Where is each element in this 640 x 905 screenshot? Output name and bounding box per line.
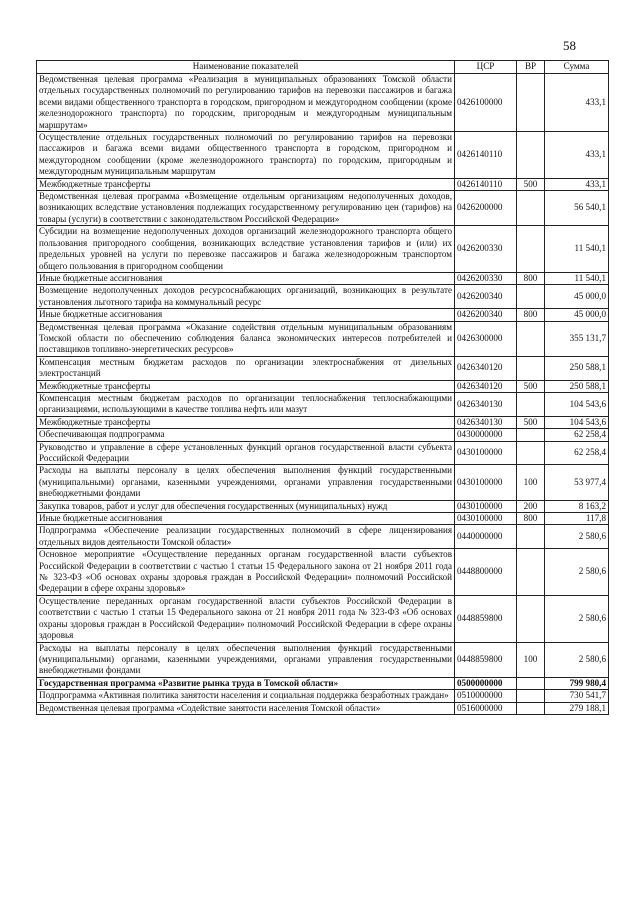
- row-name-cell: Субсидии на возмещение недополученных доходов организаций железнодорожного транспорта общего пользования пригородного сообщения, возникающих вследствие установления тарифов и (или) их предельных уровней на услуги по перевозке пассажиров и багажа железнодорожным транспортом общего пользования в пригородном сообщении: [37, 226, 455, 273]
- table-header-row: [37, 61, 609, 74]
- row-name-cell: Компенсация местным бюджетам расходов по организации электроснабжения от дизельных электростанций: [37, 356, 455, 380]
- row-name-cell: Возмещение недополученных доходов ресурсоснабжающих организаций, возникающих в результате установления льготного тарифа на коммунальный ресурс: [37, 285, 455, 309]
- table-row: [37, 74, 609, 132]
- row-csr-cell: 0426200330: [455, 272, 517, 284]
- row-vr-cell: [517, 549, 545, 596]
- row-vr-cell: 500: [517, 178, 545, 190]
- row-vr-cell: 100: [517, 465, 545, 500]
- row-csr-cell: 0426340120: [455, 380, 517, 392]
- table-row: [37, 380, 609, 392]
- row-csr-cell: 0426140110: [455, 132, 517, 179]
- row-name-cell: Иные бюджетные ассигнования: [37, 309, 455, 321]
- row-csr-cell: 0426340120: [455, 356, 517, 380]
- row-name-cell: Межбюджетные трансферты: [37, 178, 455, 190]
- row-csr-cell: 0426140110: [455, 178, 517, 190]
- table-row: [37, 549, 609, 596]
- table-row: [37, 226, 609, 273]
- row-sum-cell: 730 541,7: [545, 690, 609, 702]
- row-name-cell: Подпрограмма «Активная политика занятости населения и социальная поддержка безработных граждан»: [37, 690, 455, 702]
- table-row: [37, 642, 609, 677]
- table-row: [37, 465, 609, 500]
- row-name-cell: Ведомственная целевая программа «Возмещение отдельным организациям недополученных доходов, возникающих вследствие установления подлежащих государственному регулированию цен (тарифов) на товары (услуги) в соответствии с законодательством Российской Федерации»: [37, 191, 455, 226]
- row-name-cell: Межбюджетные трансферты: [37, 416, 455, 428]
- table-row: [37, 690, 609, 702]
- row-vr-cell: [517, 595, 545, 642]
- row-vr-cell: 100: [517, 642, 545, 677]
- page-number: 58: [563, 38, 576, 53]
- row-name-cell: Расходы на выплаты персоналу в целях обеспечения выполнения функций государственными (муниципальными) органами, казенными учреждениями, органами управления государственными внебюджетными фондами: [37, 642, 455, 677]
- row-sum-cell: 2 580,6: [545, 642, 609, 677]
- row-vr-cell: [517, 74, 545, 132]
- row-csr-cell: 0448800000: [455, 549, 517, 596]
- table-row: [37, 356, 609, 380]
- row-name-cell: Ведомственная целевая программа «Оказание содействия отдельным муниципальным образованиям Томской области по обеспечению соблюдения баланса экономических интересов потребителей и поставщиков топливно-энергетических ресурсов»: [37, 321, 455, 356]
- row-vr-cell: [517, 429, 545, 441]
- row-csr-cell: 0500000000: [455, 677, 517, 689]
- row-sum-cell: 117,8: [545, 513, 609, 525]
- row-csr-cell: 0440000000: [455, 525, 517, 549]
- row-csr-cell: 0426340130: [455, 416, 517, 428]
- row-csr-cell: 0426200330: [455, 226, 517, 273]
- row-csr-cell: 0426200340: [455, 285, 517, 309]
- row-sum-cell: 11 540,1: [545, 226, 609, 273]
- row-name-cell: Обеспечивающая подпрограмма: [37, 429, 455, 441]
- table-row: [37, 191, 609, 226]
- table-row: [37, 272, 609, 284]
- row-csr-cell: 0426100000: [455, 74, 517, 132]
- row-csr-cell: 0510000000: [455, 690, 517, 702]
- row-csr-cell: 0430000000: [455, 429, 517, 441]
- row-sum-cell: 250 588,1: [545, 380, 609, 392]
- table-row: [37, 392, 609, 416]
- row-csr-cell: 0448859800: [455, 642, 517, 677]
- row-name-cell: Ведомственная целевая программа «Реализация в муниципальных образованиях Томской области отдельных государственных полномочий по регулированию тарифов на перевозки пассажиров и багажа всеми видами общественного транспорта в городском, пригородном и междугородном сообщении (кроме железнодорожного транспорта) по городским, пригородным и междугородным муниципальным маршрутам»: [37, 74, 455, 132]
- row-sum-cell: 11 540,1: [545, 272, 609, 284]
- row-vr-cell: 800: [517, 272, 545, 284]
- table-row: [37, 178, 609, 190]
- row-name-cell: Ведомственная целевая программа «Содействие занятости населения Томской области»: [37, 702, 455, 714]
- row-csr-cell: 0430100000: [455, 465, 517, 500]
- row-vr-cell: [517, 525, 545, 549]
- row-csr-cell: 0426200000: [455, 191, 517, 226]
- row-sum-cell: 433,1: [545, 132, 609, 179]
- table-row: [37, 441, 609, 465]
- row-vr-cell: [517, 321, 545, 356]
- row-name-cell: Компенсация местным бюджетам расходов по организации теплоснабжения теплоснабжающими организациями, использующими в качестве топлива нефть или мазут: [37, 392, 455, 416]
- row-sum-cell: 104 543,6: [545, 392, 609, 416]
- row-name-cell: Государственная программа «Развитие рынка труда в Томской области»: [37, 677, 455, 689]
- row-csr-cell: 0516000000: [455, 702, 517, 714]
- row-csr-cell: 0426340130: [455, 392, 517, 416]
- row-sum-cell: 62 258,4: [545, 429, 609, 441]
- row-csr-cell: 0426300000: [455, 321, 517, 356]
- row-vr-cell: [517, 191, 545, 226]
- row-csr-cell: 0430100000: [455, 441, 517, 465]
- table-row: [37, 500, 609, 512]
- row-csr-cell: 0430100000: [455, 500, 517, 512]
- row-name-cell: Иные бюджетные ассигнования: [37, 272, 455, 284]
- row-sum-cell: 45 000,0: [545, 309, 609, 321]
- row-vr-cell: 800: [517, 513, 545, 525]
- row-sum-cell: 433,1: [545, 178, 609, 190]
- table-row: [37, 321, 609, 356]
- row-sum-cell: 355 131,7: [545, 321, 609, 356]
- header-name: Наименование показателей: [37, 61, 455, 74]
- row-vr-cell: 800: [517, 309, 545, 321]
- row-vr-cell: [517, 285, 545, 309]
- row-name-cell: Осуществление отдельных государственных полномочий по регулированию тарифов на перевозки пассажиров и багажа всеми видами общественного транспорта в городском, пригородном и междугородном сообщении (кроме железнодорожного транспорта) по городским, пригородным и междугородным муниципальным маршрутам: [37, 132, 455, 179]
- table-row: [37, 595, 609, 642]
- row-name-cell: Основное мероприятие «Осуществление переданных органам государственной власти субъектов Российской Федерации в соответствии с частью 1 статьи 15 Федерального закона от 21 ноября 2011 года № 323-ФЗ «Об основах охраны здоровья граждан в Российской Федерации» полномочий Российской Федерации в сфере охраны здоровья»: [37, 549, 455, 596]
- row-sum-cell: 799 980,4: [545, 677, 609, 689]
- row-sum-cell: 2 580,6: [545, 525, 609, 549]
- table-row: [37, 132, 609, 179]
- row-vr-cell: [517, 226, 545, 273]
- row-sum-cell: 8 163,2: [545, 500, 609, 512]
- row-vr-cell: [517, 677, 545, 689]
- table-row: [37, 309, 609, 321]
- row-name-cell: Иные бюджетные ассигнования: [37, 513, 455, 525]
- budget-table: [36, 60, 609, 715]
- row-csr-cell: 0426200340: [455, 309, 517, 321]
- row-sum-cell: 62 258,4: [545, 441, 609, 465]
- table-row: [37, 416, 609, 428]
- row-vr-cell: [517, 392, 545, 416]
- table-row: [37, 513, 609, 525]
- row-sum-cell: 433,1: [545, 74, 609, 132]
- row-csr-cell: 0448859800: [455, 595, 517, 642]
- table-row: [37, 702, 609, 714]
- row-vr-cell: [517, 132, 545, 179]
- row-sum-cell: 279 188,1: [545, 702, 609, 714]
- row-name-cell: Расходы на выплаты персоналу в целях обеспечения выполнения функций государственными (муниципальными) органами, казенными учреждениями, органами управления государственными внебюджетными фондами: [37, 465, 455, 500]
- header-sum: Сумма: [545, 61, 609, 74]
- row-name-cell: Осуществление переданных органам государственной власти субъектов Российской Федерации в соответствии с частью 1 статьи 15 Федерального закона от 21 ноября 2011 года № 323-ФЗ «Об основах охраны здоровья граждан в Российской Федерации» полномочий Российской Федерации в сфере охраны здоровья: [37, 595, 455, 642]
- header-csr: ЦСР: [455, 61, 517, 74]
- table-row: [37, 429, 609, 441]
- table-row: [37, 285, 609, 309]
- row-vr-cell: 200: [517, 500, 545, 512]
- row-vr-cell: [517, 356, 545, 380]
- row-sum-cell: 2 580,6: [545, 595, 609, 642]
- row-sum-cell: 250 588,1: [545, 356, 609, 380]
- row-vr-cell: [517, 690, 545, 702]
- row-csr-cell: 0430100000: [455, 513, 517, 525]
- header-vr: ВР: [517, 61, 545, 74]
- row-name-cell: Подпрограмма «Обеспечение реализации государственных полномочий в сфере лицензирования отдельных видов деятельности Томской области»: [37, 525, 455, 549]
- row-vr-cell: 500: [517, 380, 545, 392]
- row-sum-cell: 2 580,6: [545, 549, 609, 596]
- row-sum-cell: 56 540,1: [545, 191, 609, 226]
- row-sum-cell: 53 977,4: [545, 465, 609, 500]
- row-vr-cell: [517, 441, 545, 465]
- table-body: [37, 74, 609, 715]
- row-sum-cell: 45 000,0: [545, 285, 609, 309]
- table-row: [37, 677, 609, 689]
- row-vr-cell: 500: [517, 416, 545, 428]
- row-name-cell: Закупка товаров, работ и услуг для обеспечения государственных (муниципальных) нужд: [37, 500, 455, 512]
- row-vr-cell: [517, 702, 545, 714]
- row-name-cell: Руководство и управление в сфере установленных функций органов государственной власти субъекта Российской Федерации: [37, 441, 455, 465]
- table-row: [37, 525, 609, 549]
- row-name-cell: Межбюджетные трансферты: [37, 380, 455, 392]
- row-sum-cell: 104 543,6: [545, 416, 609, 428]
